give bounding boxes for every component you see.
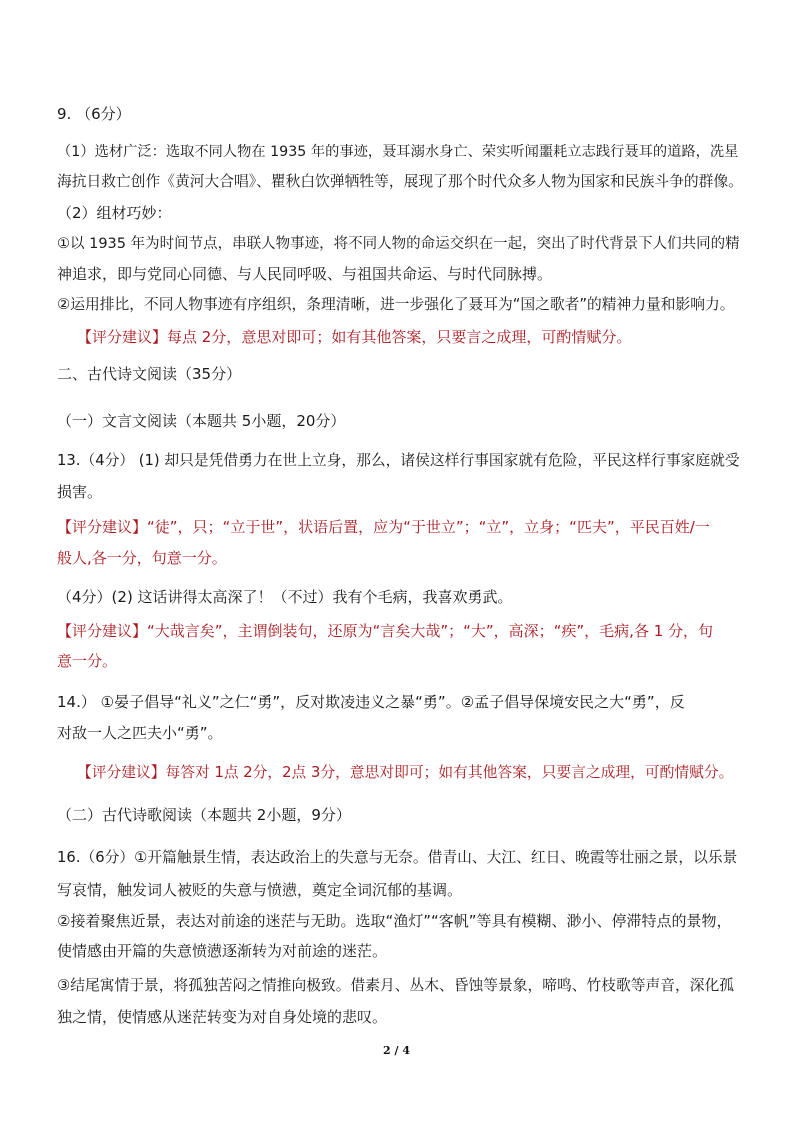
q9-heading: 9. （6分） <box>57 105 131 123</box>
text-line: 13.（4分） (1) 却只是凭借勇力在世上立身，那么，诸侯这样行事国家就有危险，平民这样行事家庭就受 <box>57 452 740 469</box>
scoring-note: 【评分建议】每答对 1点 2分，2点 3分，意思对即可；如有其他答案，只要言之成理，可酌情赋分。 <box>77 764 734 781</box>
text-line: 独之情，使情感从迷茫转变为对自身处境的悲叹。 <box>57 1008 388 1026</box>
subsection-heading: （二）古代诗歌阅读（本题共 2小题，9分） <box>57 806 351 824</box>
text-line: 使情感由开篇的失意愤懑逐渐转为对前途的迷茫。 <box>57 942 388 960</box>
text-line: 16.（6分）①开篇触景生情，表达政治上的失意与无奈。借青山、大江、红日、晚霞等壮丽之景，以乐景 <box>57 849 738 866</box>
scoring-note: 【评分建议】“徒”，只；“立于世”，状语后置，应为“于世立”；“立”，立身；“匹夫”，平民百姓/一 <box>57 518 710 536</box>
text-line: ②接着聚焦近景，表达对前途的迷茫与无助。选取“渔灯”“客帆”等具有模糊、渺小、停滞特点的景物， <box>57 912 732 930</box>
text-line: 神追求，即与党同心同德、与人民同呼吸、与祖国共命运、与时代同脉搏。 <box>57 265 553 283</box>
text-line: ③结尾寓情于景，将孤独苦闷之情推向极致。借素月、丛木、昏蚀等景象，啼鸣、竹枝歌等声音，深化孤 <box>57 977 734 994</box>
scoring-note: 【评分建议】“大哉言矣”，主谓倒装句，还原为“言矣大哉”；“大”，高深；“疾”，毛病,各 1 分，句 <box>57 622 714 640</box>
text-line: （2）组材巧妙： <box>57 204 172 222</box>
scoring-note: 【评分建议】每点 2分，意思对即可；如有其他答案，只要言之成理，可酌情赋分。 <box>77 328 632 346</box>
text-line: （1）选材广泛：选取不同人物在 1935 年的事迹，聂耳溺水身亡、荣实听闻噩耗立志践行聂耳的道路，冼星 <box>57 144 739 160</box>
scoring-note: 意一分。 <box>57 652 118 670</box>
text-line: 14.） ①晏子倡导“礼义”之仁“勇”，反对欺凌违义之暴“勇”。②孟子倡导保境安民之大“勇”，反 <box>57 693 685 711</box>
text-line: （4分）(2) 这话讲得太高深了！（不过）我有个毛病，我喜欢勇武。 <box>57 588 513 606</box>
text-line: ①以 1935 年为时间节点，串联人物事迹，将不同人物的命运交织在一起，突出了时代背景下人们共同的精 <box>57 236 740 252</box>
text-line: 写哀情，触发词人被贬的失意与愤懑，奠定全词沉郁的基调。 <box>57 881 463 899</box>
text-line: ②运用排比，不同人物事迹有序组织，条理清晰，进一步强化了聂耳为“国之歌者”的精神力量和影响力。 <box>57 296 735 313</box>
text-line: 对敌一人之匹夫小“勇”。 <box>57 724 223 742</box>
section-heading: 二、古代诗文阅读（35分） <box>57 365 242 383</box>
scoring-note: 般人,各一分，句意一分。 <box>57 549 227 567</box>
text-line: 海抗日救亡创作《黄河大合唱》、瞿秋白饮弹牺牲等，展现了那个时代众多人物为国家和民族斗争的群像。 <box>57 173 743 190</box>
text-line: 损害。 <box>57 483 103 501</box>
page-number: 2 / 4 <box>383 1044 410 1057</box>
subsection-heading: （一）文言文阅读（本题共 5小题，20分） <box>57 412 346 430</box>
